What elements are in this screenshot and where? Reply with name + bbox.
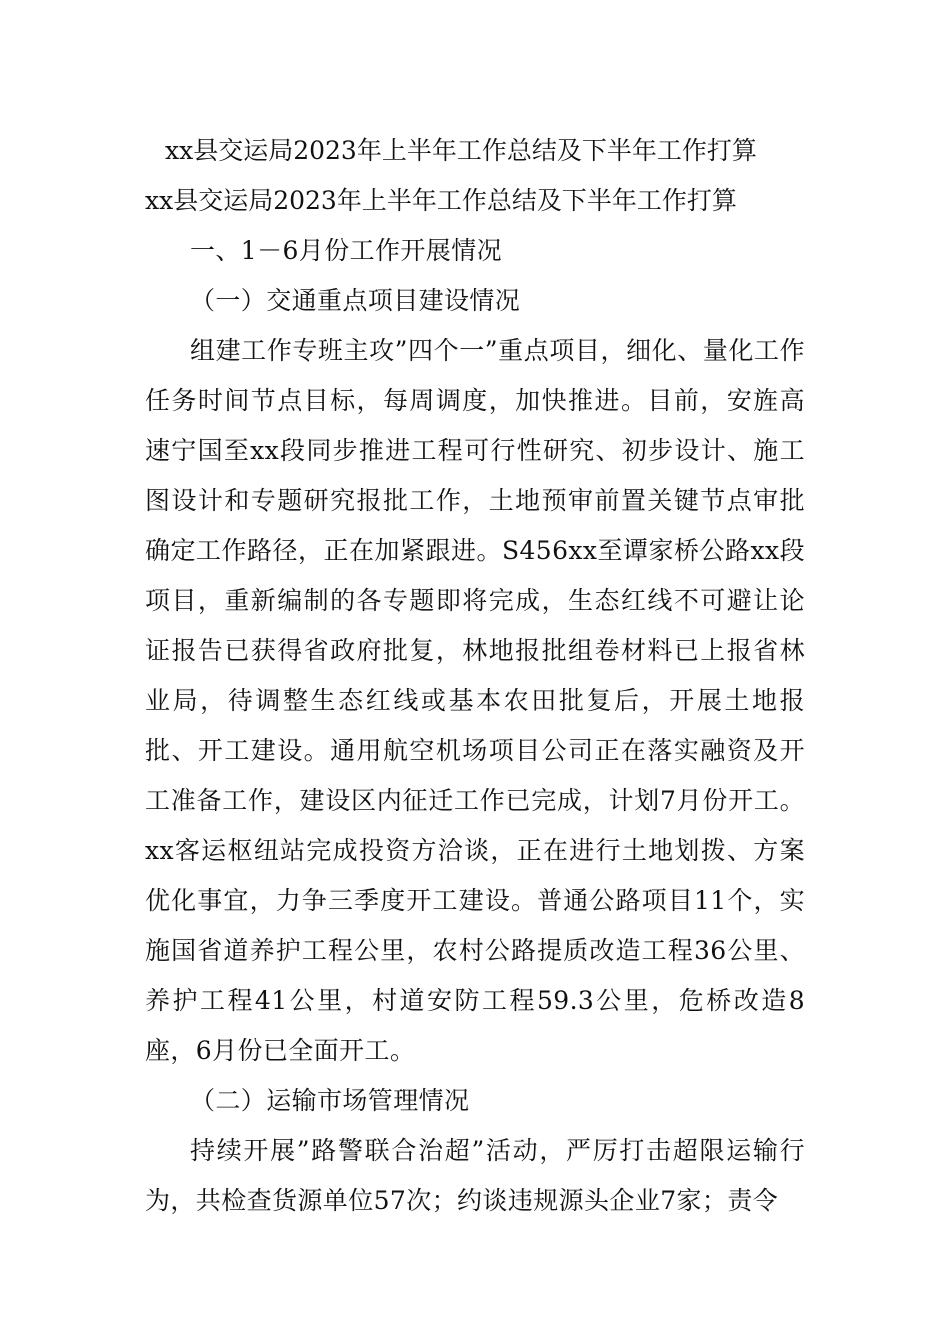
body-paragraph: 组建工作专班主攻”四个一”重点项目，细化、量化工作任务时间节点目标，每周调度，加快推进。目前，安旌高速宁国至xx段同步推进工程可行性研究、初步设计、施工图设计和专题研究报批工作，土地预审前置关键节点审批确定工作路径，正在加紧跟进。S456xx至谭家桥公路xx段项目，重新编制的各专题即将完成，生态红线不可避让论证报告已获得省政府批复，林地报批组卷材料已上报省林业局，待调整生态红线或基本农田批复后，开展土地报批、开工建设。通用航空机场项目公司正在落实融资及开工准备工作，建设区内征迁工作已完成，计划7月份开工。xx客运枢纽站完成投资方洽谈，正在进行土地划拨、方案优化事宜，力争三季度开工建设。普通公路项目11个，实施国省道养护工程公里，农村公路提质改造工程36公里、养护工程41公里，村道安防工程59.3公里，危桥改造8座，6月份已全面开工。 xyxy=(145,336,805,1065)
document-title-repeat: xx县交运局2023年上半年工作总结及下半年工作打算 xyxy=(145,186,737,215)
document-body xyxy=(145,226,805,1226)
body-paragraph: 持续开展”路警联合治超”活动，严厉打击超限运输行为，共检查货源单位57次；约谈违规源头企业7家；责令 xyxy=(145,1136,805,1215)
subsection-heading: （一）交通重点项目建设情况 xyxy=(190,286,521,315)
document-title: xx县交运局2023年上半年工作总结及下半年工作打算 xyxy=(165,136,757,165)
subsection-heading: （二）运输市场管理情况 xyxy=(190,1086,470,1115)
section-heading: 一、1－6月份工作开展情况 xyxy=(190,236,503,265)
